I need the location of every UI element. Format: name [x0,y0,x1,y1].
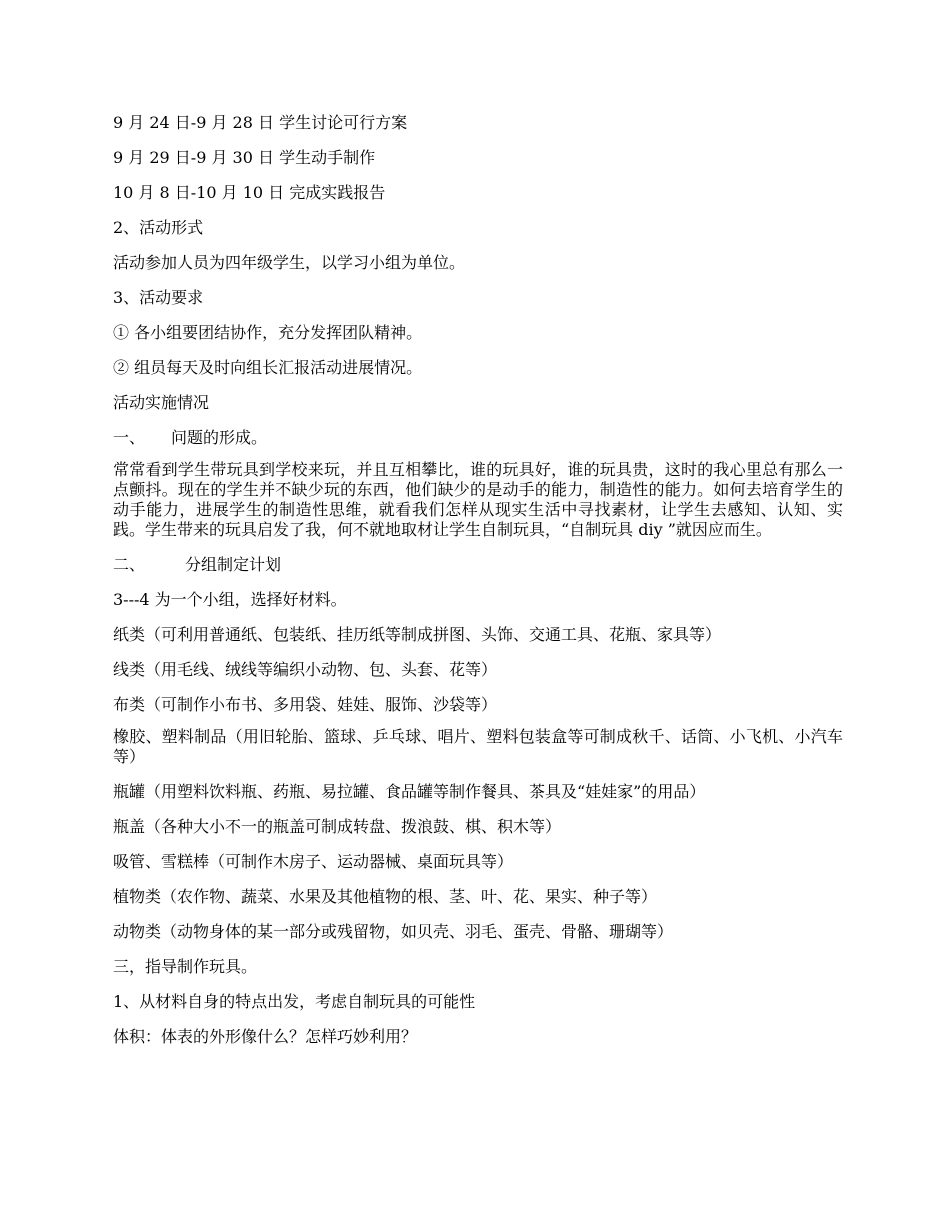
material-item: 植物类（农作物、蔬菜、水果及其他植物的根、茎、叶、花、果实、种子等） [113,887,658,906]
schedule-line: 9 月 29 日-9 月 30 日 学生动手制作 [113,148,376,167]
requirement-item: ② 组员每天及时向组长汇报活动进展情况。 [113,358,423,377]
group-note: 3---4 为一个小组，选择好材料。 [113,590,347,609]
problem-paragraph: 常常看到学生带玩具到学校来玩，并且互相攀比，谁的玩具好，谁的玩具贵，这时的我心里总有那么一点颤抖。现在的学生并不缺少玩的东西，他们缺少的是动手的能力，制造性的能力。如何去培育学生的动手能力，进展学生的制造性思维，就看我们怎样从现实生活中寻找素材，让学生去感知、认知、实践。学生带来的玩具启发了我，何不就地取材让学生自制玩具，“自制玩具 diy ”就因应而生。 [113,460,843,539]
schedule-line: 9 月 24 日-9 月 28 日 学生讨论可行方案 [113,113,408,132]
guidance-point: 1、从材料自身的特点出发，考虑自制玩具的可能性 [113,992,476,1011]
implementation-heading: 活动实施情况 [113,393,210,412]
section-title: 问题的形成。 [171,428,268,447]
section-number: 二、 [113,555,146,574]
material-item: 吸管、雪糕棒（可制作木房子、运动器械、桌面玩具等） [113,852,514,871]
volume-question: 体积：体表的外形像什么？怎样巧妙利用？ [113,1027,418,1046]
section-heading-problem [113,425,843,451]
material-item: 纸类（可利用普通纸、包装纸、挂历纸等制成拼图、头饰、交通工具、花瓶、家具等） [113,625,722,644]
material-item: 动物类（动物身体的某一部分或残留物，如贝壳、羽毛、蛋壳、骨骼、珊瑚等） [113,922,674,941]
activity-form-text: 活动参加人员为四年级学生，以学习小组为单位。 [113,253,466,272]
material-item: 瓶罐（用塑料饮料瓶、药瓶、易拉罐、食品罐等制作餐具、茶具及“娃娃家”的用品） [113,782,706,801]
material-item: 布类（可制作小布书、多用袋、娃娃、服饰、沙袋等） [113,695,498,714]
material-item: 瓶盖（各种大小不一的瓶盖可制成转盘、拨浪鼓、棋、积木等） [113,817,562,836]
section-title: 分组制定计划 [185,555,282,574]
section-heading-plan [113,552,843,578]
material-item: 线类（用毛线、绒线等编织小动物、包、头套、花等） [113,660,498,679]
section-heading-guidance: 三，指导制作玩具。 [113,957,258,976]
requirement-item: ① 各小组要团结协作，充分发挥团队精神。 [113,323,423,342]
activity-requirements-heading: 3、活动要求 [113,288,204,307]
activity-form-heading: 2、活动形式 [113,218,204,237]
document-page [113,110,843,1059]
section-number: 一、 [113,428,146,447]
schedule-line: 10 月 8 日-10 月 10 日 完成实践报告 [113,183,386,202]
material-item: 橡胶、塑料制品（用旧轮胎、篮球、乒乓球、唱片、塑料包装盒等可制成秋千、话筒、小飞机、小汽车等） [113,727,843,766]
